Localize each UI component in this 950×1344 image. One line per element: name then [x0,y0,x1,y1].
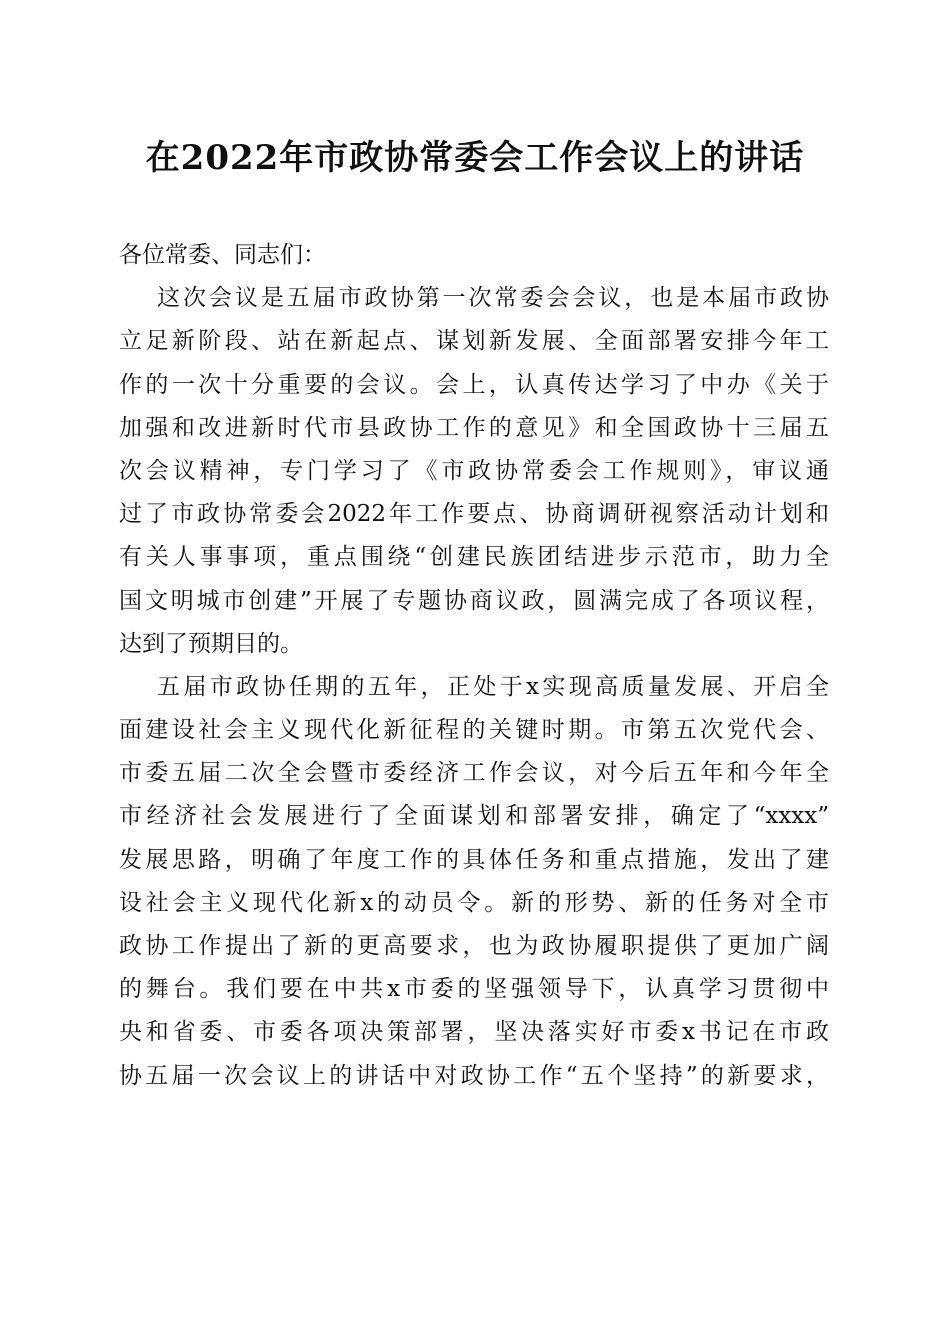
paragraph-1-line-7: 有关人事事项，重点围绕“创建民族团结进步示范市，助力全 [119,544,829,571]
page-title: 在2022年市政协常委会工作会议上的讲话 [145,138,805,178]
paragraph-1-line-3: 作的一次十分重要的会议。会上，认真传达学习了中办《关于 [119,371,829,398]
paragraph-2-line-1: 五届市政协任期的五年，正处于x实现高质量发展、开启全 [157,673,829,700]
salutation: 各位常委、同志们： [119,242,326,268]
paragraph-2-line-3: 市委五届二次全会暨市委经济工作会议，对今后五年和今年全 [119,760,829,787]
paragraph-2-line-9: 央和省委、市委各项决策部署，坚决落实好市委x书记在市政 [119,1019,829,1046]
paragraph-2-line-4: 市经济社会发展进行了全面谋划和部署安排，确定了“xxxx” [119,803,829,830]
document-body [119,234,829,1098]
paragraph-2-line-5: 发展思路，明确了年度工作的具体任务和重点措施，发出了建 [119,846,829,873]
paragraph-2-line-8: 的舞台。我们要在中共x市委的坚强领导下，认真学习贯彻中 [119,976,829,1003]
paragraph-2-line-7: 政协工作提出了新的更高要求，也为政协履职提供了更加广阔 [119,933,829,959]
paragraph-1-line-8: 国文明城市创建”开展了专题协商议政，圆满完成了各项议程， [119,587,829,614]
paragraph-1-line-2: 立足新阶段、站在新起点、谋划新发展、全面部署安排今年工 [119,328,829,355]
paragraph-2-line-2: 面建设社会主义现代化新征程的关键时期。市第五次党代会、 [119,717,829,744]
paragraph-1-line-5: 次会议精神，专门学习了《市政协常委会工作规则》，审议通 [119,457,829,484]
paragraph-2-line-10: 协五届一次会议上的讲话中对政协工作“五个坚持”的新要求， [119,1062,829,1089]
paragraph-1-line-9: 达到了预期目的。 [119,630,303,657]
paragraph-1-line-1: 这次会议是五届市政协第一次常委会会议，也是本届市政协 [157,285,829,312]
paragraph-1-line-4: 加强和改进新时代市县政协工作的意见》和全国政协十三届五 [119,414,829,441]
paragraph-2-line-6: 设社会主义现代化新x的动员令。新的形势、新的任务对全市 [119,889,829,916]
paragraph-1-line-6: 过了市政协常委会2022年工作要点、协商调研视察活动计划和 [119,501,829,528]
